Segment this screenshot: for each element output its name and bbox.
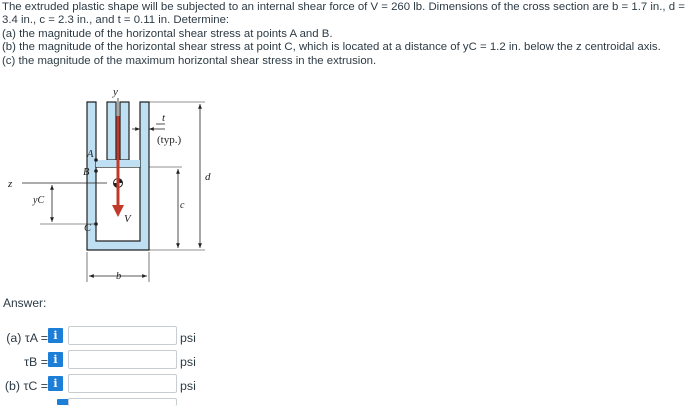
tau-a-unit: psi xyxy=(180,331,196,345)
inner-post-left xyxy=(107,102,116,160)
answer-row-tau-b xyxy=(0,351,48,373)
tau-a-label: (a) τA = xyxy=(6,331,48,345)
label-z-axis: z xyxy=(8,178,13,190)
answer-row-tau-c xyxy=(0,375,48,397)
answer-row-tau-a xyxy=(0,327,48,349)
tau-c-unit: psi xyxy=(180,379,196,393)
point-a-marker xyxy=(94,158,98,162)
label-dim-b: b xyxy=(116,271,122,282)
label-force-v: V xyxy=(124,213,131,225)
label-point-c: C xyxy=(84,223,92,234)
tau-c-input[interactable] xyxy=(68,374,177,393)
info-icon[interactable]: i xyxy=(48,328,63,343)
tau-c-label: (b) τC = xyxy=(4,379,48,393)
label-dim-d: d xyxy=(205,171,211,183)
next-answer-input[interactable] xyxy=(68,398,177,406)
answer-heading: Answer: xyxy=(3,296,47,310)
problem-line: (c) the magnitude of the maximum horizontal shear stress in the extrusion. xyxy=(2,54,377,67)
label-typ: (typ.) xyxy=(157,134,182,146)
label-dim-t: t xyxy=(162,112,166,124)
label-dim-c: c xyxy=(180,200,185,211)
tau-b-input[interactable] xyxy=(68,350,177,369)
label-y-axis: y xyxy=(113,86,118,98)
point-b-marker xyxy=(94,169,98,173)
problem-line: (a) the magnitude of the horizontal shear stress at points A and B. xyxy=(2,27,333,40)
label-point-a: A xyxy=(87,149,94,160)
problem-line: (b) the magnitude of the horizontal shear stress at point C, which is located at a distance of yC = 1.2 in. below the z centroidal axis. xyxy=(2,41,661,54)
tau-b-unit: psi xyxy=(180,355,196,369)
inner-post-right xyxy=(120,102,129,160)
label-dim-yc: yC xyxy=(33,195,45,206)
label-point-b: B xyxy=(83,167,90,178)
problem-line: 3.4 in., c = 2.3 in., and t = 0.11 in. Determine: xyxy=(2,14,230,27)
info-icon[interactable]: i xyxy=(48,376,63,391)
info-icon[interactable]: i xyxy=(48,352,63,367)
tau-b-label: τB = xyxy=(24,355,48,369)
problem-line: The extruded plastic shape will be subjected to an internal shear force of V = 260 lb. Dimensions of the cross section are b = 1.7 in., d = xyxy=(2,1,685,13)
tau-a-input[interactable] xyxy=(68,326,177,345)
